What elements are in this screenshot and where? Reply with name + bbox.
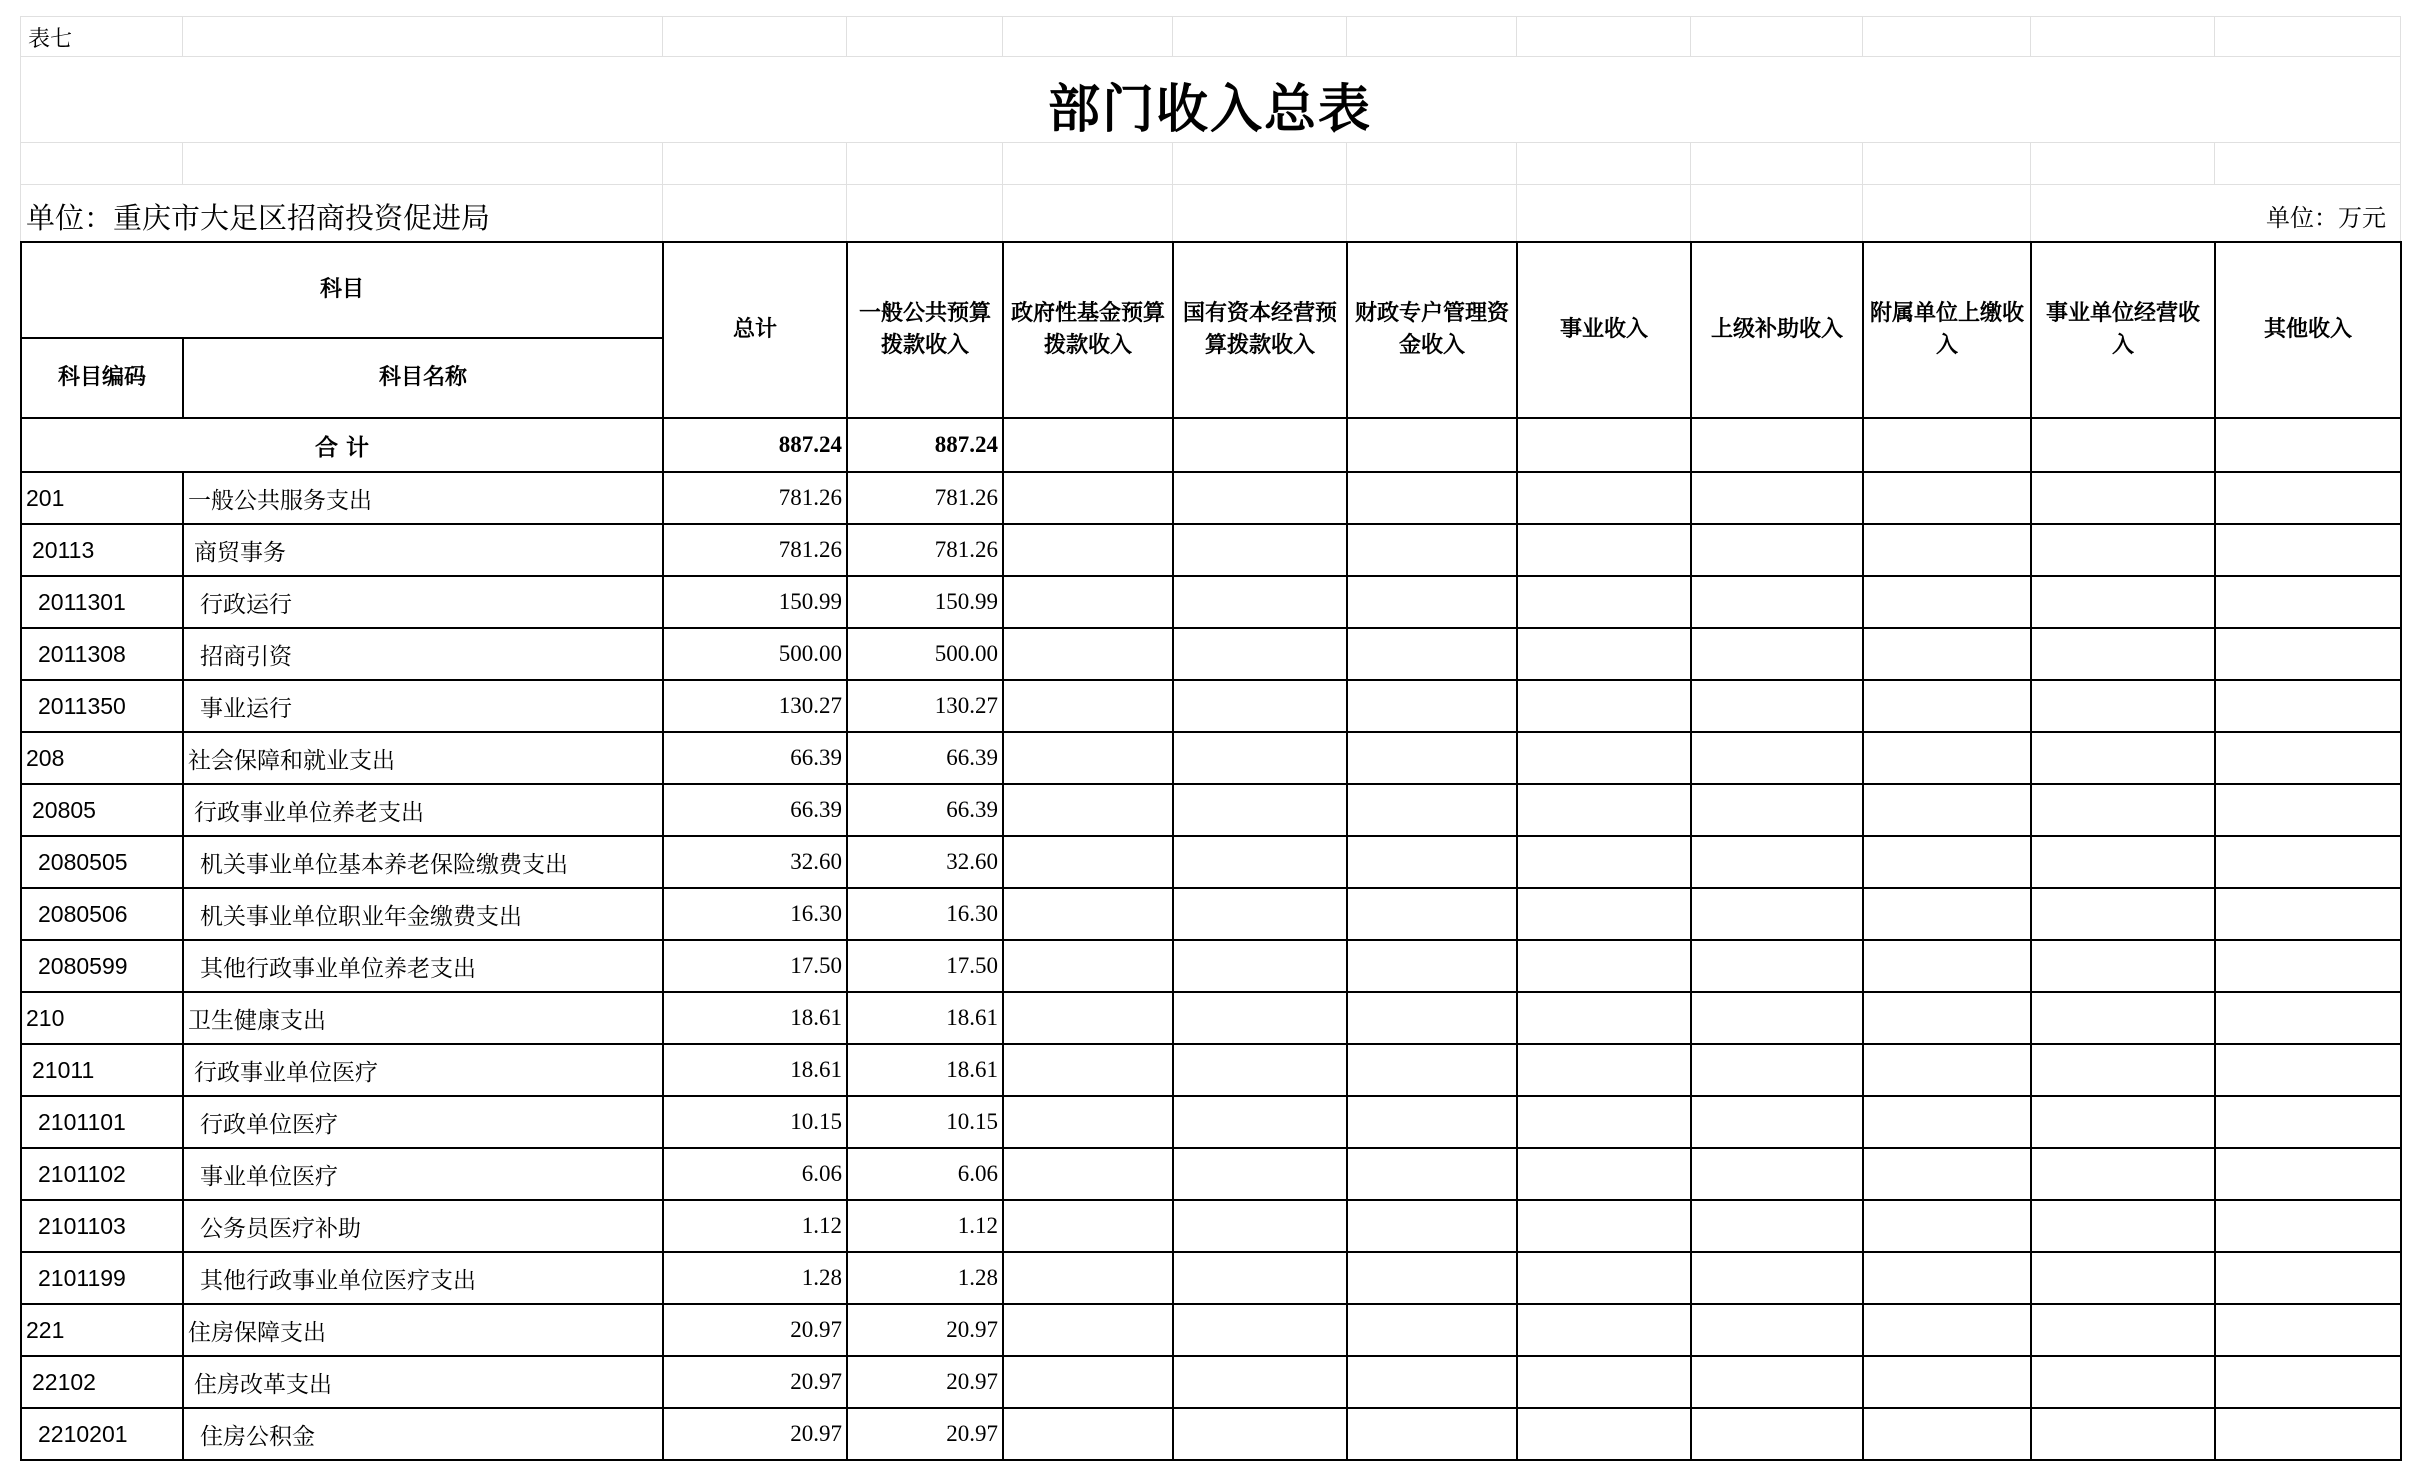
empty-cell xyxy=(1863,992,2031,1044)
subject-name: 社会保障和就业支出 xyxy=(183,732,663,784)
row-total: 6.06 xyxy=(663,1148,847,1200)
empty-cell xyxy=(2031,1044,2215,1096)
empty-cell xyxy=(1347,1044,1517,1096)
empty-cell xyxy=(1691,628,1863,680)
empty-cell xyxy=(2031,680,2215,732)
grid-line xyxy=(1690,16,1691,56)
empty-cell xyxy=(1003,472,1173,524)
empty-cell xyxy=(2031,472,2215,524)
empty-cell xyxy=(1347,1304,1517,1356)
subject-name: 行政事业单位医疗 xyxy=(183,1044,663,1096)
grid-line xyxy=(20,16,2400,17)
header-business-income: 事业收入 xyxy=(1517,242,1691,418)
empty-cell xyxy=(1863,680,2031,732)
empty-cell xyxy=(1691,472,1863,524)
header-state-capital: 国有资本经营预算拨款收入 xyxy=(1173,242,1347,418)
empty-cell xyxy=(2031,1096,2215,1148)
subject-code: 21011 xyxy=(21,1044,183,1096)
empty-cell xyxy=(1173,836,1347,888)
subject-code: 2011308 xyxy=(21,628,183,680)
empty-cell xyxy=(1517,1356,1691,1408)
empty-cell xyxy=(1347,1252,1517,1304)
header-operating-income: 事业单位经营收入 xyxy=(2031,242,2215,418)
header-other-income: 其他收入 xyxy=(2215,242,2401,418)
row-general-budget: 18.61 xyxy=(847,992,1003,1044)
empty-cell xyxy=(1173,576,1347,628)
spreadsheet xyxy=(20,16,2400,1452)
empty-cell xyxy=(1003,1304,1173,1356)
subject-code: 2101102 xyxy=(21,1148,183,1200)
empty-cell xyxy=(1003,680,1173,732)
row-general-budget: 10.15 xyxy=(847,1096,1003,1148)
empty-cell xyxy=(1173,1044,1347,1096)
subject-name: 事业运行 xyxy=(183,680,663,732)
empty-cell xyxy=(1517,680,1691,732)
table-row xyxy=(21,1096,2401,1148)
empty-cell xyxy=(2215,940,2401,992)
empty-cell xyxy=(1691,680,1863,732)
table-row xyxy=(21,1148,2401,1200)
empty-cell xyxy=(1691,1304,1863,1356)
empty-cell xyxy=(1173,472,1347,524)
empty-cell xyxy=(1003,418,1173,472)
row-total: 1.28 xyxy=(663,1252,847,1304)
subject-code: 2011301 xyxy=(21,576,183,628)
total-label: 合 计 xyxy=(21,418,663,472)
empty-cell xyxy=(1003,784,1173,836)
empty-cell xyxy=(1347,992,1517,1044)
header-name: 科目名称 xyxy=(183,338,663,418)
empty-cell xyxy=(2031,940,2215,992)
table-row xyxy=(21,784,2401,836)
total-row xyxy=(21,418,2401,472)
empty-cell xyxy=(1173,1408,1347,1460)
empty-cell xyxy=(1347,836,1517,888)
subject-name: 行政运行 xyxy=(183,576,663,628)
empty-cell xyxy=(2215,1356,2401,1408)
subject-name: 卫生健康支出 xyxy=(183,992,663,1044)
empty-cell xyxy=(1173,784,1347,836)
empty-cell xyxy=(2215,836,2401,888)
empty-cell xyxy=(1691,1096,1863,1148)
empty-cell xyxy=(2215,888,2401,940)
empty-cell xyxy=(1691,992,1863,1044)
subject-name: 机关事业单位职业年金缴费支出 xyxy=(183,888,663,940)
grid-line xyxy=(2400,16,2401,241)
row-total: 18.61 xyxy=(663,992,847,1044)
empty-cell xyxy=(1173,888,1347,940)
empty-cell xyxy=(1517,472,1691,524)
unit-currency: 单位：万元 xyxy=(2266,204,2386,232)
grid-line xyxy=(1002,16,1003,56)
row-general-budget: 150.99 xyxy=(847,576,1003,628)
empty-cell xyxy=(1003,524,1173,576)
header-affiliated-payment: 附属单位上缴收入 xyxy=(1863,242,2031,418)
grid-line xyxy=(2030,16,2031,56)
empty-cell xyxy=(1691,1200,1863,1252)
subject-code: 20113 xyxy=(21,524,183,576)
empty-cell xyxy=(1517,732,1691,784)
row-total: 130.27 xyxy=(663,680,847,732)
empty-cell xyxy=(1517,1252,1691,1304)
empty-cell xyxy=(1517,836,1691,888)
empty-cell xyxy=(2215,1044,2401,1096)
table-row xyxy=(21,1304,2401,1356)
row-general-budget: 17.50 xyxy=(847,940,1003,992)
subject-name: 住房保障支出 xyxy=(183,1304,663,1356)
empty-cell xyxy=(1173,1304,1347,1356)
row-total: 781.26 xyxy=(663,524,847,576)
table-row xyxy=(21,1252,2401,1304)
empty-cell xyxy=(2215,784,2401,836)
subject-code: 2101101 xyxy=(21,1096,183,1148)
subject-name: 事业单位医疗 xyxy=(183,1148,663,1200)
subject-name: 公务员医疗补助 xyxy=(183,1200,663,1252)
empty-cell xyxy=(2215,732,2401,784)
subject-code: 22102 xyxy=(21,1356,183,1408)
table-row xyxy=(21,1200,2401,1252)
row-total: 20.97 xyxy=(663,1304,847,1356)
empty-cell xyxy=(1863,940,2031,992)
empty-cell xyxy=(1347,940,1517,992)
empty-cell xyxy=(2031,1200,2215,1252)
empty-cell xyxy=(2215,1148,2401,1200)
subject-name: 其他行政事业单位养老支出 xyxy=(183,940,663,992)
empty-cell xyxy=(1003,836,1173,888)
row-general-budget: 18.61 xyxy=(847,1044,1003,1096)
table-row xyxy=(21,1356,2401,1408)
empty-cell xyxy=(1691,732,1863,784)
row-total: 66.39 xyxy=(663,784,847,836)
header-special-account: 财政专户管理资金收入 xyxy=(1347,242,1517,418)
row-total: 150.99 xyxy=(663,576,847,628)
empty-cell xyxy=(1517,628,1691,680)
subject-code: 2210201 xyxy=(21,1408,183,1460)
row-general-budget: 1.12 xyxy=(847,1200,1003,1252)
empty-cell xyxy=(1863,1252,2031,1304)
empty-cell xyxy=(1347,576,1517,628)
empty-cell xyxy=(1347,1356,1517,1408)
empty-cell xyxy=(1863,472,2031,524)
empty-cell xyxy=(1173,628,1347,680)
row-total: 32.60 xyxy=(663,836,847,888)
empty-cell xyxy=(1173,1252,1347,1304)
empty-cell xyxy=(1517,1304,1691,1356)
row-general-budget: 1.28 xyxy=(847,1252,1003,1304)
subject-name: 招商引资 xyxy=(183,628,663,680)
empty-cell xyxy=(1003,1096,1173,1148)
empty-cell xyxy=(2215,1252,2401,1304)
empty-cell xyxy=(1347,472,1517,524)
empty-cell xyxy=(2215,418,2401,472)
row-general-budget: 66.39 xyxy=(847,784,1003,836)
row-total: 17.50 xyxy=(663,940,847,992)
empty-cell xyxy=(2031,784,2215,836)
page-title: 部门收入总表 xyxy=(1047,79,1372,140)
empty-cell xyxy=(2031,888,2215,940)
row-general-budget: 20.97 xyxy=(847,1408,1003,1460)
header-gov-fund: 政府性基金预算拨款收入 xyxy=(1003,242,1173,418)
empty-cell xyxy=(1347,1408,1517,1460)
empty-cell xyxy=(1517,1200,1691,1252)
empty-cell xyxy=(1517,1408,1691,1460)
empty-cell xyxy=(1691,1408,1863,1460)
subject-code: 2101199 xyxy=(21,1252,183,1304)
table-row xyxy=(21,576,2401,628)
empty-cell xyxy=(1863,628,2031,680)
header-subject: 科目 xyxy=(21,242,663,338)
empty-cell xyxy=(2031,524,2215,576)
empty-cell xyxy=(1517,1148,1691,1200)
subject-name: 一般公共服务支出 xyxy=(183,472,663,524)
empty-cell xyxy=(1691,1148,1863,1200)
empty-cell xyxy=(1517,784,1691,836)
empty-cell xyxy=(1863,576,2031,628)
empty-cell xyxy=(1347,524,1517,576)
table-row xyxy=(21,680,2401,732)
row-general-budget: 16.30 xyxy=(847,888,1003,940)
empty-cell xyxy=(1863,784,2031,836)
empty-cell xyxy=(1863,1096,2031,1148)
grid-line xyxy=(20,56,2400,57)
table-row xyxy=(21,472,2401,524)
table-row xyxy=(21,628,2401,680)
grid-line xyxy=(20,184,2400,185)
empty-cell xyxy=(2215,1096,2401,1148)
subject-code: 221 xyxy=(21,1304,183,1356)
empty-cell xyxy=(1173,940,1347,992)
table-row xyxy=(21,732,2401,784)
empty-cell xyxy=(2215,992,2401,1044)
table-row xyxy=(21,888,2401,940)
empty-cell xyxy=(1691,1356,1863,1408)
empty-cell xyxy=(1173,992,1347,1044)
empty-cell xyxy=(1003,1200,1173,1252)
header-code: 科目编码 xyxy=(21,338,183,418)
empty-cell xyxy=(1003,1148,1173,1200)
empty-cell xyxy=(1003,888,1173,940)
empty-cell xyxy=(1173,732,1347,784)
empty-cell xyxy=(1691,1044,1863,1096)
unit-organization: 单位：重庆市大足区招商投资促进局 xyxy=(26,201,491,235)
empty-cell xyxy=(1691,940,1863,992)
empty-cell xyxy=(2031,418,2215,472)
empty-cell xyxy=(1691,836,1863,888)
sheet-label: 表七 xyxy=(28,27,73,52)
empty-cell xyxy=(1517,992,1691,1044)
table-row xyxy=(21,524,2401,576)
subject-code: 2080599 xyxy=(21,940,183,992)
empty-cell xyxy=(1003,732,1173,784)
table-row xyxy=(21,940,2401,992)
empty-cell xyxy=(2215,472,2401,524)
empty-cell xyxy=(1173,1148,1347,1200)
empty-cell xyxy=(1173,418,1347,472)
subject-name: 机关事业单位基本养老保险缴费支出 xyxy=(183,836,663,888)
empty-cell xyxy=(1347,732,1517,784)
empty-cell xyxy=(1691,1252,1863,1304)
empty-cell xyxy=(2215,1408,2401,1460)
grid-line xyxy=(1862,16,1863,56)
grid-line xyxy=(846,16,847,56)
empty-cell xyxy=(2031,836,2215,888)
empty-cell xyxy=(1173,1096,1347,1148)
subject-name: 住房改革支出 xyxy=(183,1356,663,1408)
row-total: 18.61 xyxy=(663,1044,847,1096)
empty-cell xyxy=(1863,1408,2031,1460)
row-general-budget: 781.26 xyxy=(847,472,1003,524)
empty-cell xyxy=(1347,784,1517,836)
row-total: 16.30 xyxy=(663,888,847,940)
empty-cell xyxy=(1003,1252,1173,1304)
empty-cell xyxy=(1517,418,1691,472)
empty-cell xyxy=(2031,1356,2215,1408)
subject-name: 行政事业单位养老支出 xyxy=(183,784,663,836)
empty-cell xyxy=(1003,1356,1173,1408)
empty-cell xyxy=(1863,1356,2031,1408)
empty-cell xyxy=(1517,1096,1691,1148)
row-total: 500.00 xyxy=(663,628,847,680)
empty-cell xyxy=(2215,576,2401,628)
grid-line xyxy=(1516,16,1517,56)
empty-cell xyxy=(2031,1304,2215,1356)
empty-cell xyxy=(1863,1200,2031,1252)
empty-cell xyxy=(1003,1044,1173,1096)
subject-code: 2080505 xyxy=(21,836,183,888)
grid-line xyxy=(662,16,663,56)
empty-cell xyxy=(1863,1304,2031,1356)
row-total: 20.97 xyxy=(663,1408,847,1460)
empty-cell xyxy=(1173,1200,1347,1252)
grid-line xyxy=(1172,16,1173,56)
empty-cell xyxy=(1003,1408,1173,1460)
row-general-budget: 32.60 xyxy=(847,836,1003,888)
empty-cell xyxy=(1691,784,1863,836)
table-row xyxy=(21,1408,2401,1460)
header-total: 总计 xyxy=(663,242,847,418)
empty-cell xyxy=(1863,524,2031,576)
empty-cell xyxy=(1173,680,1347,732)
empty-cell xyxy=(1347,680,1517,732)
empty-cell xyxy=(1517,940,1691,992)
row-total: 10.15 xyxy=(663,1096,847,1148)
empty-cell xyxy=(1517,888,1691,940)
empty-cell xyxy=(1347,1148,1517,1200)
header-superior-subsidy: 上级补助收入 xyxy=(1691,242,1863,418)
empty-cell xyxy=(1347,1200,1517,1252)
empty-cell xyxy=(2031,1252,2215,1304)
empty-cell xyxy=(2031,732,2215,784)
empty-cell xyxy=(1003,992,1173,1044)
empty-cell xyxy=(1691,576,1863,628)
header-general-budget: 一般公共预算拨款收入 xyxy=(847,242,1003,418)
empty-cell xyxy=(1691,418,1863,472)
grid-line xyxy=(1346,16,1347,56)
empty-cell xyxy=(2031,576,2215,628)
table-row xyxy=(21,992,2401,1044)
empty-cell xyxy=(1347,1096,1517,1148)
table-row xyxy=(21,836,2401,888)
empty-cell xyxy=(1863,732,2031,784)
income-table xyxy=(20,241,2402,1461)
row-total: 1.12 xyxy=(663,1200,847,1252)
subject-name: 商贸事务 xyxy=(183,524,663,576)
empty-cell xyxy=(2215,680,2401,732)
empty-cell xyxy=(2215,628,2401,680)
row-general-budget: 20.97 xyxy=(847,1304,1003,1356)
empty-cell xyxy=(1863,418,2031,472)
row-general-budget: 500.00 xyxy=(847,628,1003,680)
empty-cell xyxy=(2215,1304,2401,1356)
empty-cell xyxy=(1863,888,2031,940)
total-general: 887.24 xyxy=(847,418,1003,472)
grid-line xyxy=(2214,16,2215,56)
empty-cell xyxy=(1691,524,1863,576)
empty-cell xyxy=(2031,628,2215,680)
row-general-budget: 66.39 xyxy=(847,732,1003,784)
empty-cell xyxy=(1173,524,1347,576)
empty-cell xyxy=(1863,1148,2031,1200)
subject-name: 住房公积金 xyxy=(183,1408,663,1460)
row-general-budget: 130.27 xyxy=(847,680,1003,732)
row-general-budget: 20.97 xyxy=(847,1356,1003,1408)
empty-cell xyxy=(1003,576,1173,628)
subject-code: 2080506 xyxy=(21,888,183,940)
row-total: 66.39 xyxy=(663,732,847,784)
row-total: 20.97 xyxy=(663,1356,847,1408)
empty-cell xyxy=(1863,836,2031,888)
empty-cell xyxy=(1347,628,1517,680)
row-general-budget: 6.06 xyxy=(847,1148,1003,1200)
empty-cell xyxy=(1003,940,1173,992)
empty-cell xyxy=(1173,1356,1347,1408)
subject-code: 208 xyxy=(21,732,183,784)
empty-cell xyxy=(1863,1044,2031,1096)
subject-code: 20805 xyxy=(21,784,183,836)
subject-code: 2101103 xyxy=(21,1200,183,1252)
empty-cell xyxy=(1003,628,1173,680)
row-general-budget: 781.26 xyxy=(847,524,1003,576)
empty-cell xyxy=(1517,524,1691,576)
subject-name: 行政单位医疗 xyxy=(183,1096,663,1148)
grid-line xyxy=(182,16,183,56)
empty-cell xyxy=(2031,992,2215,1044)
subject-code: 2011350 xyxy=(21,680,183,732)
empty-cell xyxy=(2215,1200,2401,1252)
empty-cell xyxy=(1347,418,1517,472)
empty-cell xyxy=(2215,524,2401,576)
total-sum: 887.24 xyxy=(663,418,847,472)
subject-name: 其他行政事业单位医疗支出 xyxy=(183,1252,663,1304)
empty-cell xyxy=(1691,888,1863,940)
subject-code: 201 xyxy=(21,472,183,524)
empty-cell xyxy=(2031,1408,2215,1460)
empty-cell xyxy=(2031,1148,2215,1200)
empty-cell xyxy=(1517,1044,1691,1096)
empty-cell xyxy=(1517,576,1691,628)
empty-cell xyxy=(1347,888,1517,940)
row-total: 781.26 xyxy=(663,472,847,524)
table-row xyxy=(21,1044,2401,1096)
subject-code: 210 xyxy=(21,992,183,1044)
